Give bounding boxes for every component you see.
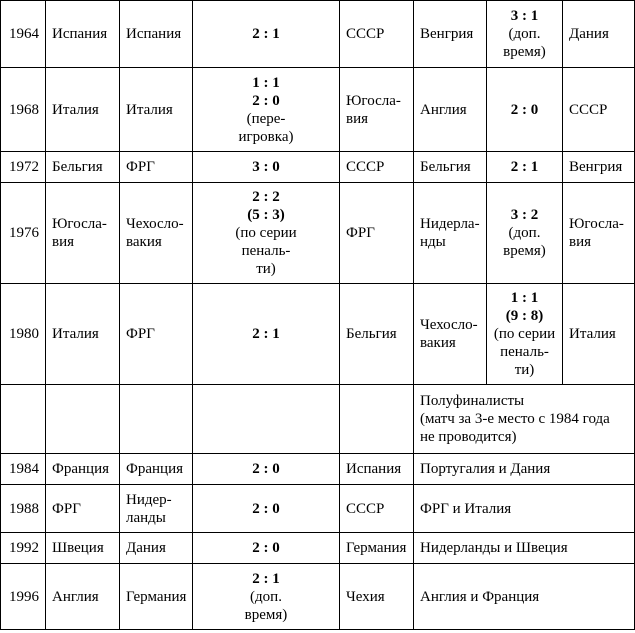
final-score-cell — [193, 152, 340, 183]
third-place-home-cell: Венгрия — [414, 1, 487, 68]
host-cell: Англия — [46, 564, 120, 630]
runner-up-cell: СССР — [340, 152, 414, 183]
host-cell: ФРГ — [46, 485, 120, 533]
runner-up-cell: ФРГ — [340, 183, 414, 284]
score-line: 2 : 0 — [252, 461, 280, 477]
score-line: 2 : 1 — [252, 26, 280, 42]
score-note: (доп. время) — [503, 26, 546, 60]
third-place-away-cell: Венгрия — [563, 152, 635, 183]
score-line: 3 : 2 — [510, 207, 539, 223]
table-body — [1, 1, 635, 630]
final-score-cell — [193, 564, 340, 630]
score-line: 2 : 0 — [252, 540, 280, 556]
third-place-away-cell: СССР — [563, 68, 635, 152]
final-score-cell — [193, 1, 340, 68]
third-place-away-cell: Югосла- вия — [563, 183, 635, 284]
final-score-cell — [193, 68, 340, 152]
semifinal-header-row — [1, 385, 635, 454]
runner-up-cell: Бельгия — [340, 284, 414, 385]
score-line: 2 : 0 — [252, 500, 280, 517]
year-cell: 1976 — [1, 183, 46, 284]
table-row — [1, 68, 635, 152]
score-line: 2 : 1 — [252, 326, 280, 342]
year-cell: 1984 — [1, 454, 46, 485]
score-note: (по серии пеналь- ти) — [235, 225, 297, 277]
score-line: (9 : 8) — [505, 308, 544, 324]
score-note: (доп. время) — [503, 225, 546, 259]
third-place-home-cell: Бельгия — [414, 152, 487, 183]
score-line: 1 : 1 — [252, 74, 280, 91]
empty-cell — [120, 385, 193, 454]
host-cell: Швеция — [46, 533, 120, 564]
third-place-home-cell: Англия — [414, 68, 487, 152]
final-score-cell — [193, 485, 340, 533]
third-place-score-cell — [487, 284, 563, 385]
winner-cell: Нидер- ланды — [120, 485, 193, 533]
third-place-score-cell — [487, 152, 563, 183]
empty-cell — [193, 385, 340, 454]
score-line: 2 : 0 — [510, 101, 539, 118]
winner-cell: ФРГ — [120, 284, 193, 385]
host-cell: Италия — [46, 68, 120, 152]
table-row — [1, 454, 635, 485]
semifinalists-cell: Португалия и Дания — [414, 454, 635, 485]
runner-up-cell: Югосла- вия — [340, 68, 414, 152]
runner-up-cell: СССР — [340, 1, 414, 68]
final-score-cell — [193, 183, 340, 284]
score-line: 2 : 1 — [510, 159, 539, 175]
runner-up-cell: Чехия — [340, 564, 414, 630]
semifinalists-cell: Нидерланды и Швеция — [414, 533, 635, 564]
third-place-score-cell — [487, 1, 563, 68]
winner-cell: Дания — [120, 533, 193, 564]
year-cell: 1968 — [1, 68, 46, 152]
third-place-score-cell — [487, 68, 563, 152]
winner-cell: ФРГ — [120, 152, 193, 183]
table-row — [1, 152, 635, 183]
final-score-cell — [193, 284, 340, 385]
table-row — [1, 1, 635, 68]
host-cell: Франция — [46, 454, 120, 485]
host-cell: Югосла- вия — [46, 183, 120, 284]
winner-cell: Испания — [120, 1, 193, 68]
year-cell: 1996 — [1, 564, 46, 630]
score-note: (по серии пеналь- ти) — [493, 326, 556, 378]
winner-cell: Чехосло- вакия — [120, 183, 193, 284]
winner-cell: Италия — [120, 68, 193, 152]
winner-cell: Германия — [120, 564, 193, 630]
third-place-away-cell: Дания — [563, 1, 635, 68]
empty-cell — [1, 385, 46, 454]
score-note: (пере- игровка) — [238, 110, 294, 145]
semifinalists-cell: Англия и Франция — [414, 564, 635, 630]
year-cell: 1972 — [1, 152, 46, 183]
runner-up-cell: СССР — [340, 485, 414, 533]
score-line: 2 : 0 — [252, 92, 280, 109]
year-cell: 1992 — [1, 533, 46, 564]
empty-cell — [46, 385, 120, 454]
third-place-home-cell: Чехосло- вакия — [414, 284, 487, 385]
score-line: 3 : 0 — [252, 159, 280, 175]
table-row — [1, 485, 635, 533]
semifinal-note: Полуфиналисты (матч за 3-е место с 1984 года не проводится) — [414, 385, 635, 454]
final-score-cell — [193, 454, 340, 485]
score-line: 2 : 2 — [252, 189, 280, 205]
third-place-home-cell: Нидерла- нды — [414, 183, 487, 284]
score-line: 3 : 1 — [510, 8, 539, 24]
score-line: (5 : 3) — [247, 207, 285, 223]
runner-up-cell: Испания — [340, 454, 414, 485]
score-note: (доп. время) — [244, 588, 288, 623]
table-row — [1, 284, 635, 385]
third-place-away-cell: Италия — [563, 284, 635, 385]
year-cell: 1988 — [1, 485, 46, 533]
semifinalists-cell: ФРГ и Италия — [414, 485, 635, 533]
runner-up-cell: Германия — [340, 533, 414, 564]
winner-cell: Франция — [120, 454, 193, 485]
host-cell: Испания — [46, 1, 120, 68]
score-line: 1 : 1 — [510, 290, 539, 306]
year-cell: 1980 — [1, 284, 46, 385]
table-row — [1, 533, 635, 564]
final-score-cell — [193, 533, 340, 564]
table-row — [1, 183, 635, 284]
score-line: 2 : 1 — [252, 570, 280, 587]
host-cell: Бельгия — [46, 152, 120, 183]
third-place-score-cell — [487, 183, 563, 284]
host-cell: Италия — [46, 284, 120, 385]
year-cell: 1964 — [1, 1, 46, 68]
empty-cell — [340, 385, 414, 454]
table-row — [1, 564, 635, 630]
